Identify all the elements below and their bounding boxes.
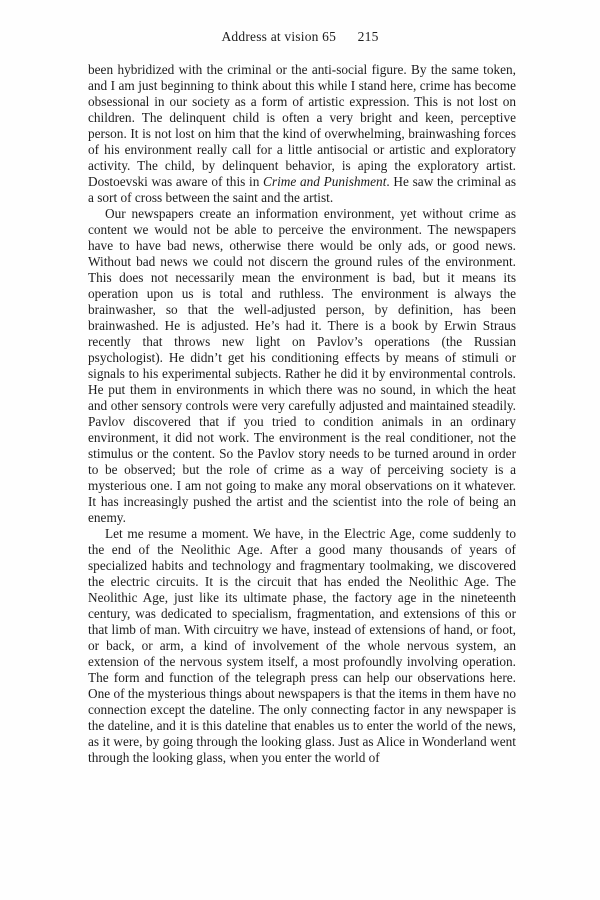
text-segment: . He saw the criminal as a sort of cross between the saint and the artist. bbox=[88, 174, 517, 205]
running-header-title: Address at vision 65 bbox=[221, 29, 337, 44]
page-number: 215 bbox=[357, 29, 379, 44]
text-segment: Let me resume a moment. We have, in the Electric Age, come suddenly to the end of the Neolithic Age. After a good many thousands of years of specialized habits and technology and fragmentary toolmaking, we discovered the electric circuits. It is the circuit that has ended the Neolithic Age. The Neolithic Age, just like its ultimate phase, the factory age in the nineteenth century, was dedicated to specialism, fragmentation, and extensions of this or that limb of man. With circuitry we have, instead of extensions of hand, or foot, or back, or arm, a kind of involvement of the whole nervous system, an extension of the nervous system itself, a most profoundly involving operation. The form and function of the telegraph press can help our observations here. One of the mysterious things about newspapers is that the items in them have no connection except the dateline. The only connecting factor in any newspaper is the dateline, and it is this dateline that enables us to enter the world of the news, as it were, by going through the looking glass. Just as Alice in Wonderland went through the looking glass, when you enter the world of bbox=[88, 526, 516, 765]
book-title-italic: Crime and Punishment bbox=[263, 174, 387, 189]
text-segment: been hybridized with the criminal or the anti-social figure. By the same token, and I am just beginning to think about this while I stand here, crime has become obsessional in our society as a form of artistic expression. This is not lost on children. The delinquent child is often a very bright and keen, perceptive person. It is not lost on him that the kind of overwhelming, brainwashing forces of his environment really call for a little antisocial or artistic and exploratory activity. The child, by delinquent behavior, is aping the exploratory artist. Dostoevski was aware of this in bbox=[88, 62, 516, 189]
paragraph bbox=[88, 62, 516, 206]
text-segment: Our newspapers create an information environment, yet without crime as content we would not be able to perceive the environment. The newspapers have to have bad news, otherwise there would be only ads, or good news. Without bad news we could not discern the ground rules of the environment. This does not necessarily mean the environment is bad, but it means its operation upon us is total and ruthless. The environment is always the brainwasher, so that the well-adjusted person, by definition, has been brainwashed. He is adjusted. He’s had it. There is a book by Erwin Straus recently that throws new light on Pavlov’s operations (the Russian psychologist). He didn’t get his conditioning effects by means of stimuli or signals to his experimental subjects. Rather he did it by environmental controls. He put them in environments in which there was no sound, in which the heat and other sensory controls were very carefully adjusted and maintained steadily. Pavlov discovered that if you tried to condition animals in an ordinary environment, it did not work. The environment is the real conditioner, not the stimulus or the content. So the Pavlov story needs to be turned around in order to be observed; but the role of crime as a way of perceiving society is a mysterious one. I am not going to make any moral observations on it whatever. It has increasingly pushed the artist and the scientist into the role of being an enemy. bbox=[88, 206, 516, 525]
text-body bbox=[88, 62, 516, 766]
paragraph bbox=[88, 206, 516, 526]
paragraph bbox=[88, 526, 516, 766]
running-header bbox=[0, 29, 600, 45]
